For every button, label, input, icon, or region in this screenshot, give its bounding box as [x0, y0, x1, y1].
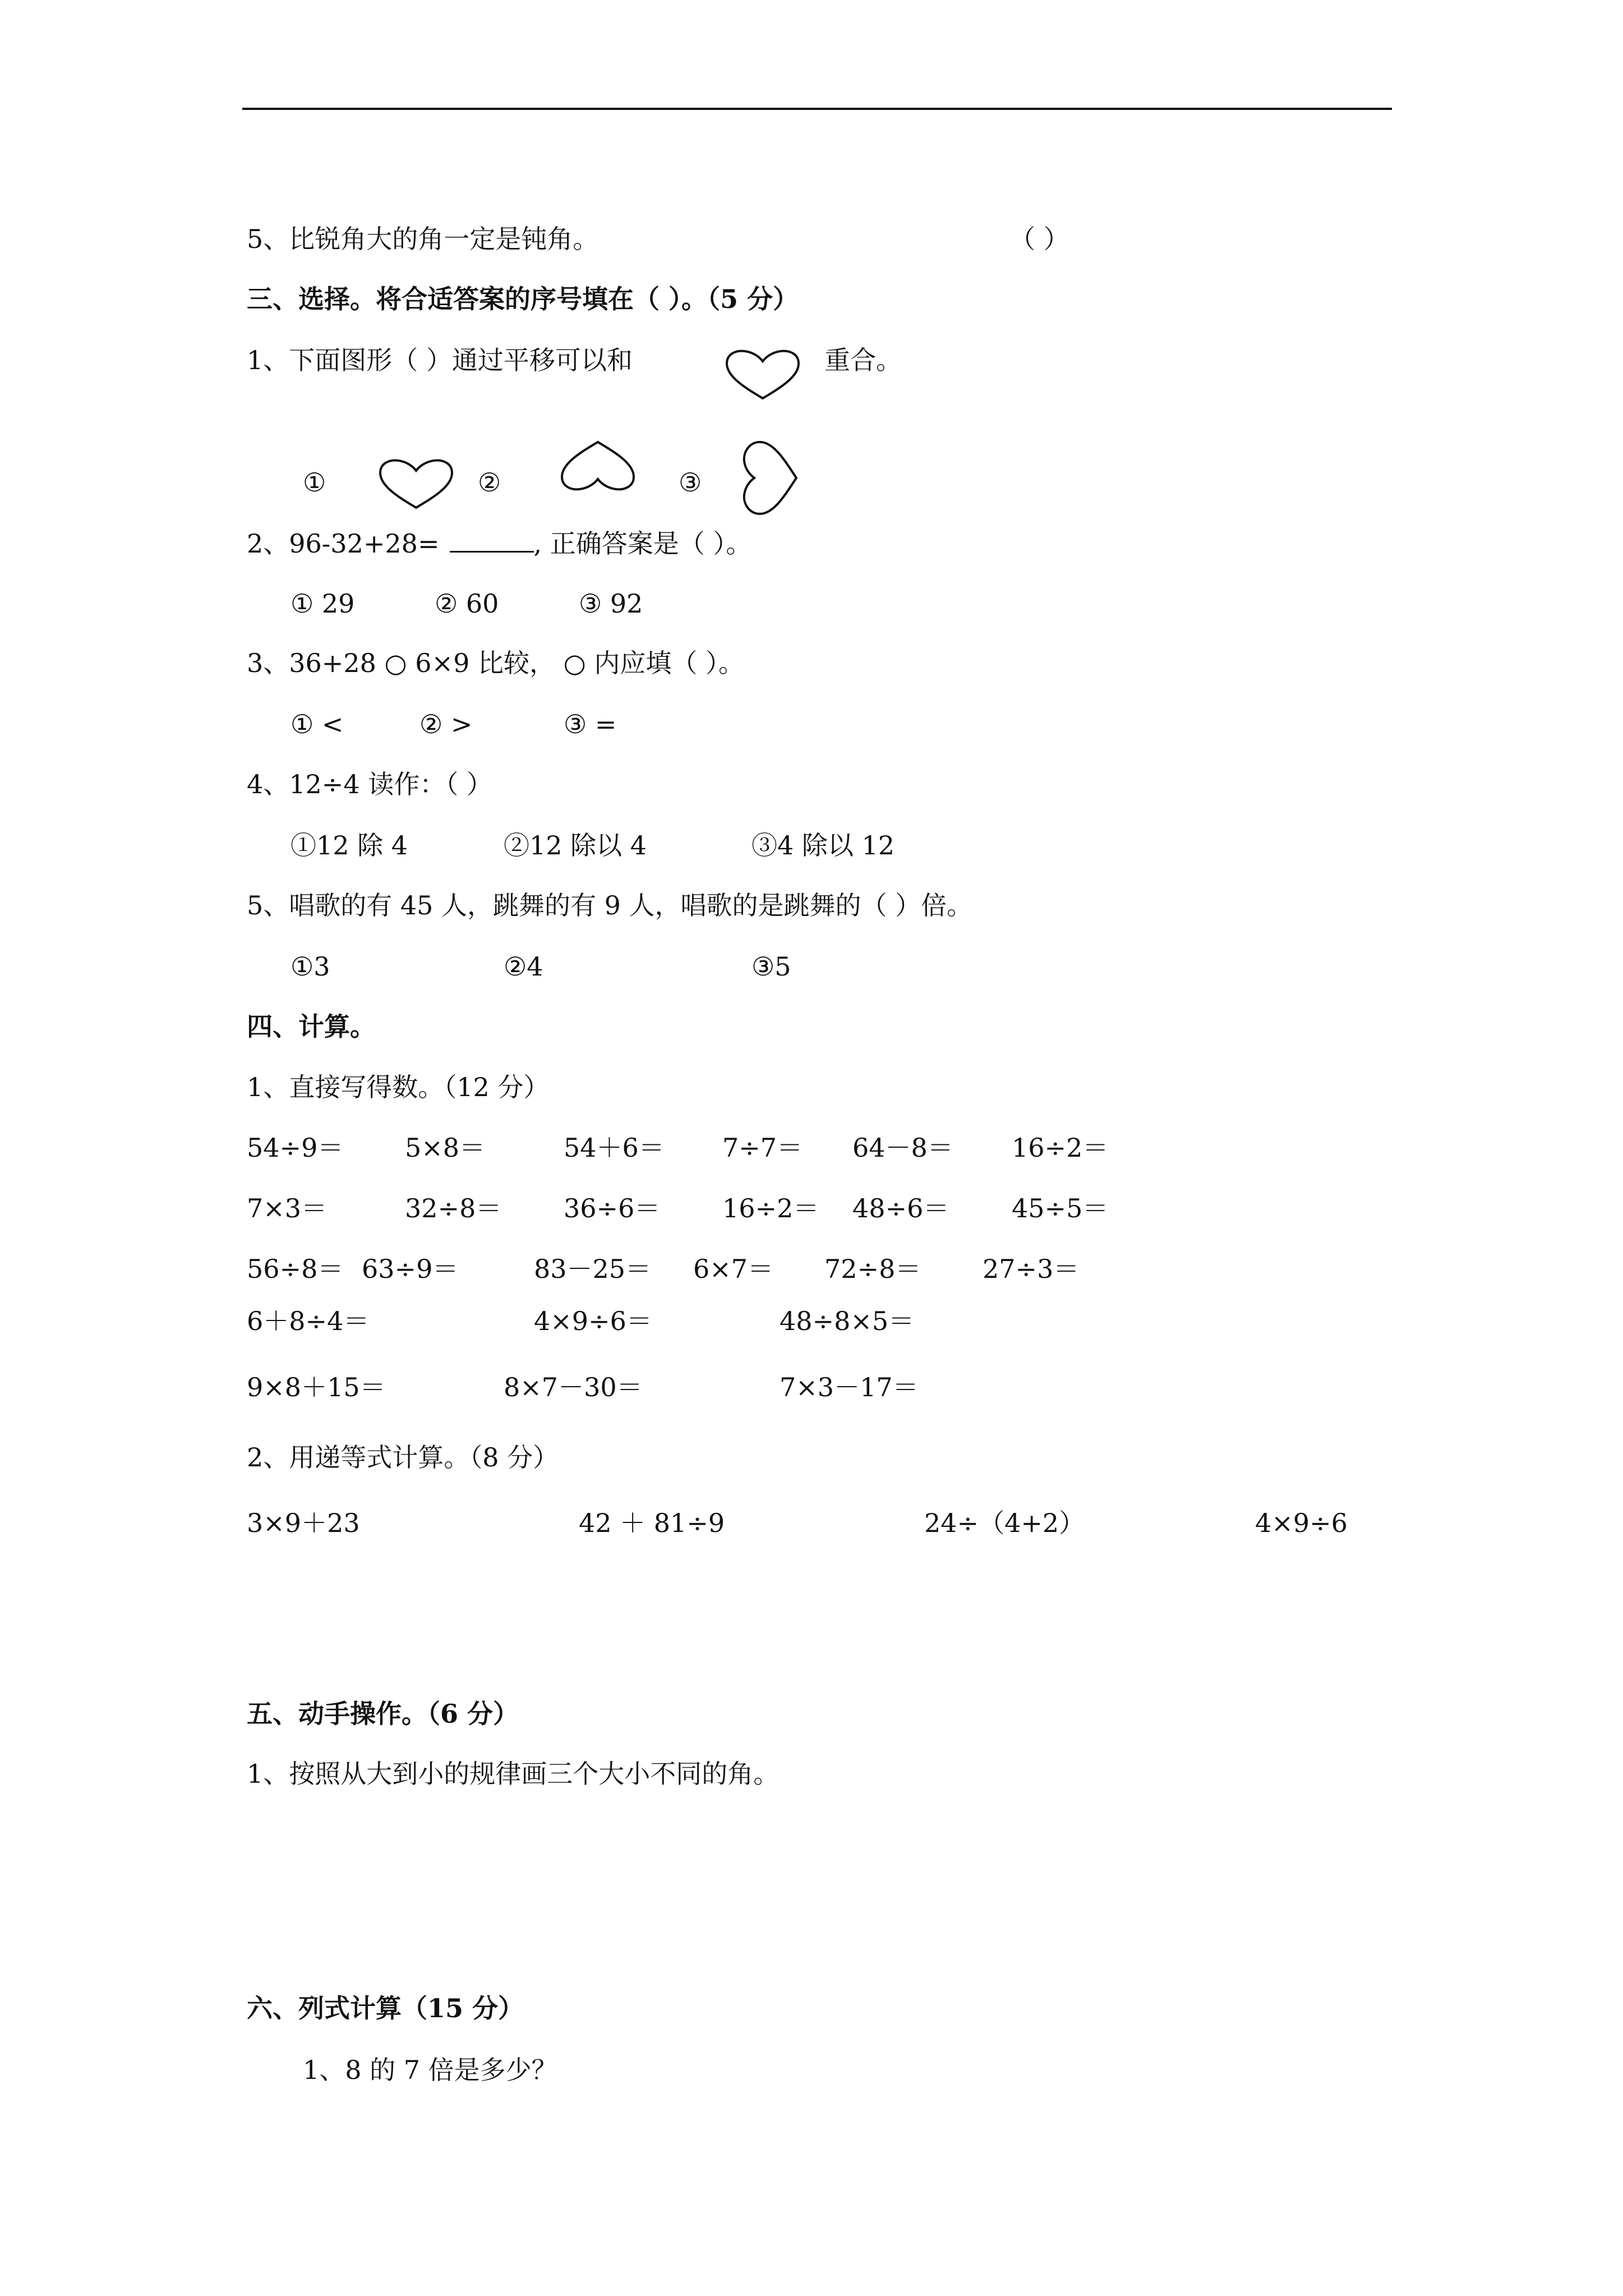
calc-item: 63÷9＝ — [362, 1254, 459, 1284]
answer-blank[interactable] — [450, 526, 534, 553]
calc-item: 54÷9＝ — [247, 1133, 344, 1163]
calc-item: 7×3－17＝ — [780, 1372, 919, 1402]
calc-item: 64－8＝ — [852, 1133, 953, 1163]
tf-item-5: 5、比锐角大的角一定是钝角。 — [247, 224, 599, 254]
option-2-label: ② — [478, 467, 501, 498]
calc-item: 4×9÷6 — [1255, 1508, 1348, 1538]
calc-item: 72÷8＝ — [824, 1254, 921, 1284]
section-4-sub-1: 1、直接写得数。（12 分） — [247, 1072, 550, 1102]
section-3-q5-text: 5、唱歌的有 45 人，跳舞的有 9 人，唱歌的是跳舞的（ ）倍。 — [247, 890, 973, 921]
calc-item: 7×3＝ — [247, 1193, 328, 1223]
calc-item: 6＋8÷4＝ — [247, 1306, 370, 1336]
calc-item: 48÷8×5＝ — [780, 1306, 915, 1336]
calc-item: 32÷8＝ — [405, 1193, 502, 1223]
q4-option-3: ③4 除以 12 — [751, 830, 895, 861]
section-3-title: 三、选择。将合适答案的序号填在（ ）。（5 分） — [247, 284, 799, 314]
calc-item: 83－25＝ — [534, 1254, 652, 1284]
q3-option-1: ① < — [291, 709, 344, 739]
calc-item: 42 ＋ 81÷9 — [579, 1508, 725, 1538]
calc-item: 3×9＋23 — [247, 1508, 360, 1538]
q2-option-2: ② 60 — [435, 588, 499, 619]
section-3-q2-expression: 2、96-32+28= — [247, 528, 440, 559]
q2-option-1: ① 29 — [291, 588, 355, 619]
calc-item: 54＋6＝ — [564, 1133, 665, 1163]
q5-option-3: ③5 — [751, 951, 791, 982]
option-1-label: ① — [303, 467, 326, 498]
calc-item: 24÷（4+2） — [924, 1508, 1085, 1538]
q5-option-1: ①3 — [291, 951, 330, 982]
section-3-q2-text — [247, 526, 751, 560]
q3-option-3: ③ = — [564, 709, 617, 739]
q4-option-2: ②12 除以 4 — [504, 830, 647, 861]
q2-option-3: ③ 92 — [579, 588, 643, 619]
header-rule — [242, 108, 1392, 110]
calc-item: 48÷6＝ — [852, 1193, 949, 1223]
option-1-heart-icon — [377, 457, 455, 510]
section-3-q2-after: , 正确答案是（ ）。 — [533, 528, 752, 559]
q5-option-2: ②4 — [504, 951, 543, 982]
calc-item: 16÷2＝ — [1012, 1133, 1109, 1163]
option-2-heart-icon — [559, 439, 637, 493]
section-3-q1-after: 重合。 — [824, 345, 902, 375]
section-3-q3-text: 3、36+28 ○ 6×9 比较， ○ 内应填（ ）。 — [247, 648, 744, 678]
calc-item: 6×7＝ — [693, 1254, 774, 1284]
calc-item: 8×7－30＝ — [504, 1372, 643, 1402]
section-4-sub-2: 2、用递等式计算。（8 分） — [247, 1442, 559, 1473]
section-3-q4-text: 4、12÷4 读作：（ ） — [247, 769, 492, 799]
q3-option-2: ② > — [419, 709, 473, 739]
tf-item-5-answer-paren: （ ） — [1009, 224, 1069, 254]
target-heart-icon — [723, 348, 802, 401]
calc-item: 36÷6＝ — [564, 1193, 661, 1223]
section-5-q1: 1、按照从大到小的规律画三个大小不同的角。 — [247, 1759, 780, 1789]
calc-item: 9×8＋15＝ — [247, 1372, 386, 1402]
calc-item: 16÷2＝ — [722, 1193, 819, 1223]
option-3-heart-icon — [737, 438, 799, 519]
calc-item: 45÷5＝ — [1012, 1193, 1109, 1223]
q4-option-1: ①12 除 4 — [291, 830, 408, 861]
section-4-title: 四、计算。 — [247, 1011, 376, 1042]
section-6-q1: 1、8 的 7 倍是多少？ — [303, 2055, 557, 2085]
calc-item: 4×9÷6＝ — [534, 1306, 652, 1336]
section-5-title: 五、动手操作。（6 分） — [247, 1699, 519, 1729]
option-3-label: ③ — [679, 467, 702, 498]
calc-item: 56÷8＝ — [247, 1254, 344, 1284]
calc-item: 7÷7＝ — [722, 1133, 803, 1163]
section-3-q1-text: 1、下面图形（ ）通过平移可以和 — [247, 345, 633, 375]
calc-item: 27÷3＝ — [983, 1254, 1080, 1284]
calc-item: 5×8＝ — [405, 1133, 486, 1163]
section-6-title: 六、列式计算（15 分） — [247, 1993, 524, 2023]
